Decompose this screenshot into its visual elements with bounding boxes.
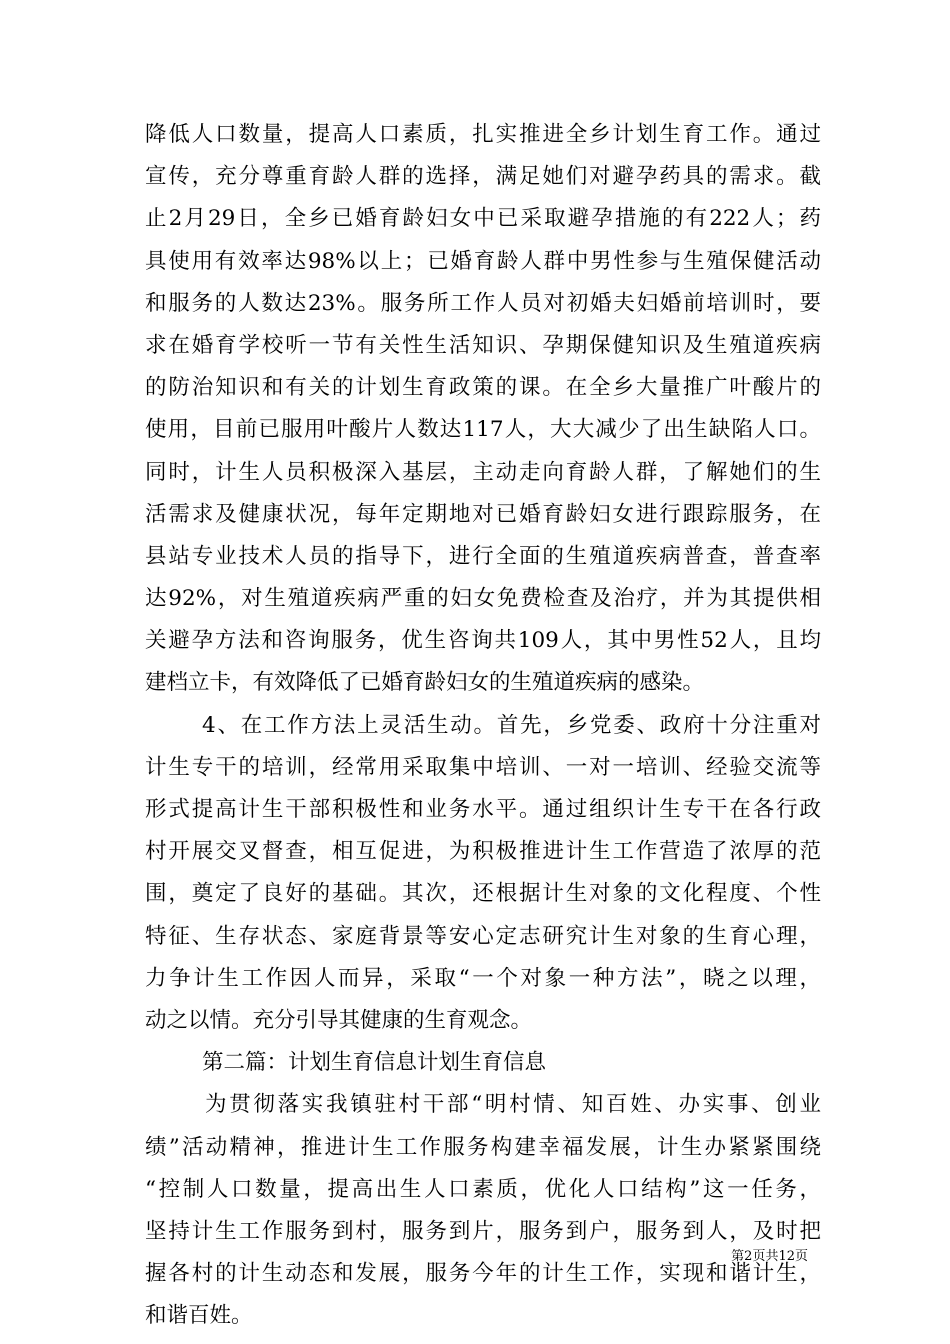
text-line: 力争计生工作因人而异，采取“一个对象一种方法”，晓之以理， [145,965,821,991]
text-line: 坚持计生工作服务到村，服务到片，服务到户，服务到人，及时把 [145,1218,821,1244]
text-line: 和服务的人数达23%。服务所工作人员对初婚夫妇婚前培训时，要 [145,290,821,316]
text-line: 同时，计生人员积极深入基层，主动走向育龄人群，了解她们的生 [145,459,821,485]
text-line: 握各村的计生动态和发展，服务今年的计生工作，实现和谐计生， [145,1261,821,1287]
body-text [145,114,821,1337]
text-line: 村开展交叉督查，相互促进，为积极推进计生工作营造了浓厚的范 [145,839,821,865]
text-line: 形式提高计生干部积极性和业务水平。通过组织计生专干在各行政 [145,797,821,822]
text-line: 使用，目前已服用叶酸片人数达117人，大大减少了出生缺陷人口。 [145,417,821,443]
text-line: 绩”活动精神，推进计生工作服务构建幸福发展，计生办紧紧围绕 [145,1134,821,1160]
text-line: 求在婚育学校听一节有关性生活知识、孕期保健知识及生殖道疾病 [145,332,821,358]
text-line: 降低人口数量，提高人口素质，扎实推进全乡计划生育工作。通过 [145,122,821,147]
text-line: 关避孕方法和咨询服务，优生咨询共109人，其中男性52人，且均 [145,628,821,654]
text-line: 围，奠定了良好的基础。其次，还根据计生对象的文化程度、个性 [145,881,821,907]
text-line: “控制人口数量，提高出生人口素质，优化人口结构”这一任务， [145,1176,821,1202]
text-line: 和谐百姓。 [145,1303,253,1329]
text-line: 县站专业技术人员的指导下，进行全面的生殖道疾病普查，普查率 [145,543,821,569]
paragraph-first-line: 4、在工作方法上灵活生动。首先，乡党委、政府十分注重对 [202,712,821,738]
text-line: 动之以情。充分引导其健康的生育观念。 [145,1007,533,1033]
text-line: 达92%，对生殖道疾病严重的妇女免费检查及治疗，并为其提供相 [145,586,821,612]
text-line: 的防治知识和有关的计划生育政策的课。在全乡大量推广叶酸片的 [145,375,821,401]
text-line: 止2月29日，全乡已婚育龄妇女中已采取避孕措施的有222人；药 [145,206,821,232]
text-line: 计生专干的培训，经常用采取集中培训、一对一培训、经验交流等 [145,754,821,780]
text-line: 建档立卡，有效降低了已婚育龄妇女的生殖道疾病的感染。 [145,670,705,696]
section-heading: 第二篇：计划生育信息计划生育信息 [202,1050,547,1076]
text-line: 具使用有效率达98%以上；已婚育龄人群中男性参与生殖保健活动 [145,248,821,274]
text-line: 特征、生存状态、家庭背景等安心定志研究计生对象的生育心理， [145,923,821,949]
text-line: 活需求及健康状况，每年定期地对已婚育龄妇女进行跟踪服务，在 [145,501,821,527]
page-number-footer: 第2页共12页 [731,1249,808,1264]
paragraph-first-line: 为贯彻落实我镇驻村干部“明村情、知百姓、办实事、创业 [205,1092,821,1118]
text-line: 宣传，充分尊重育龄人群的选择，满足她们对避孕药具的需求。截 [145,164,821,190]
